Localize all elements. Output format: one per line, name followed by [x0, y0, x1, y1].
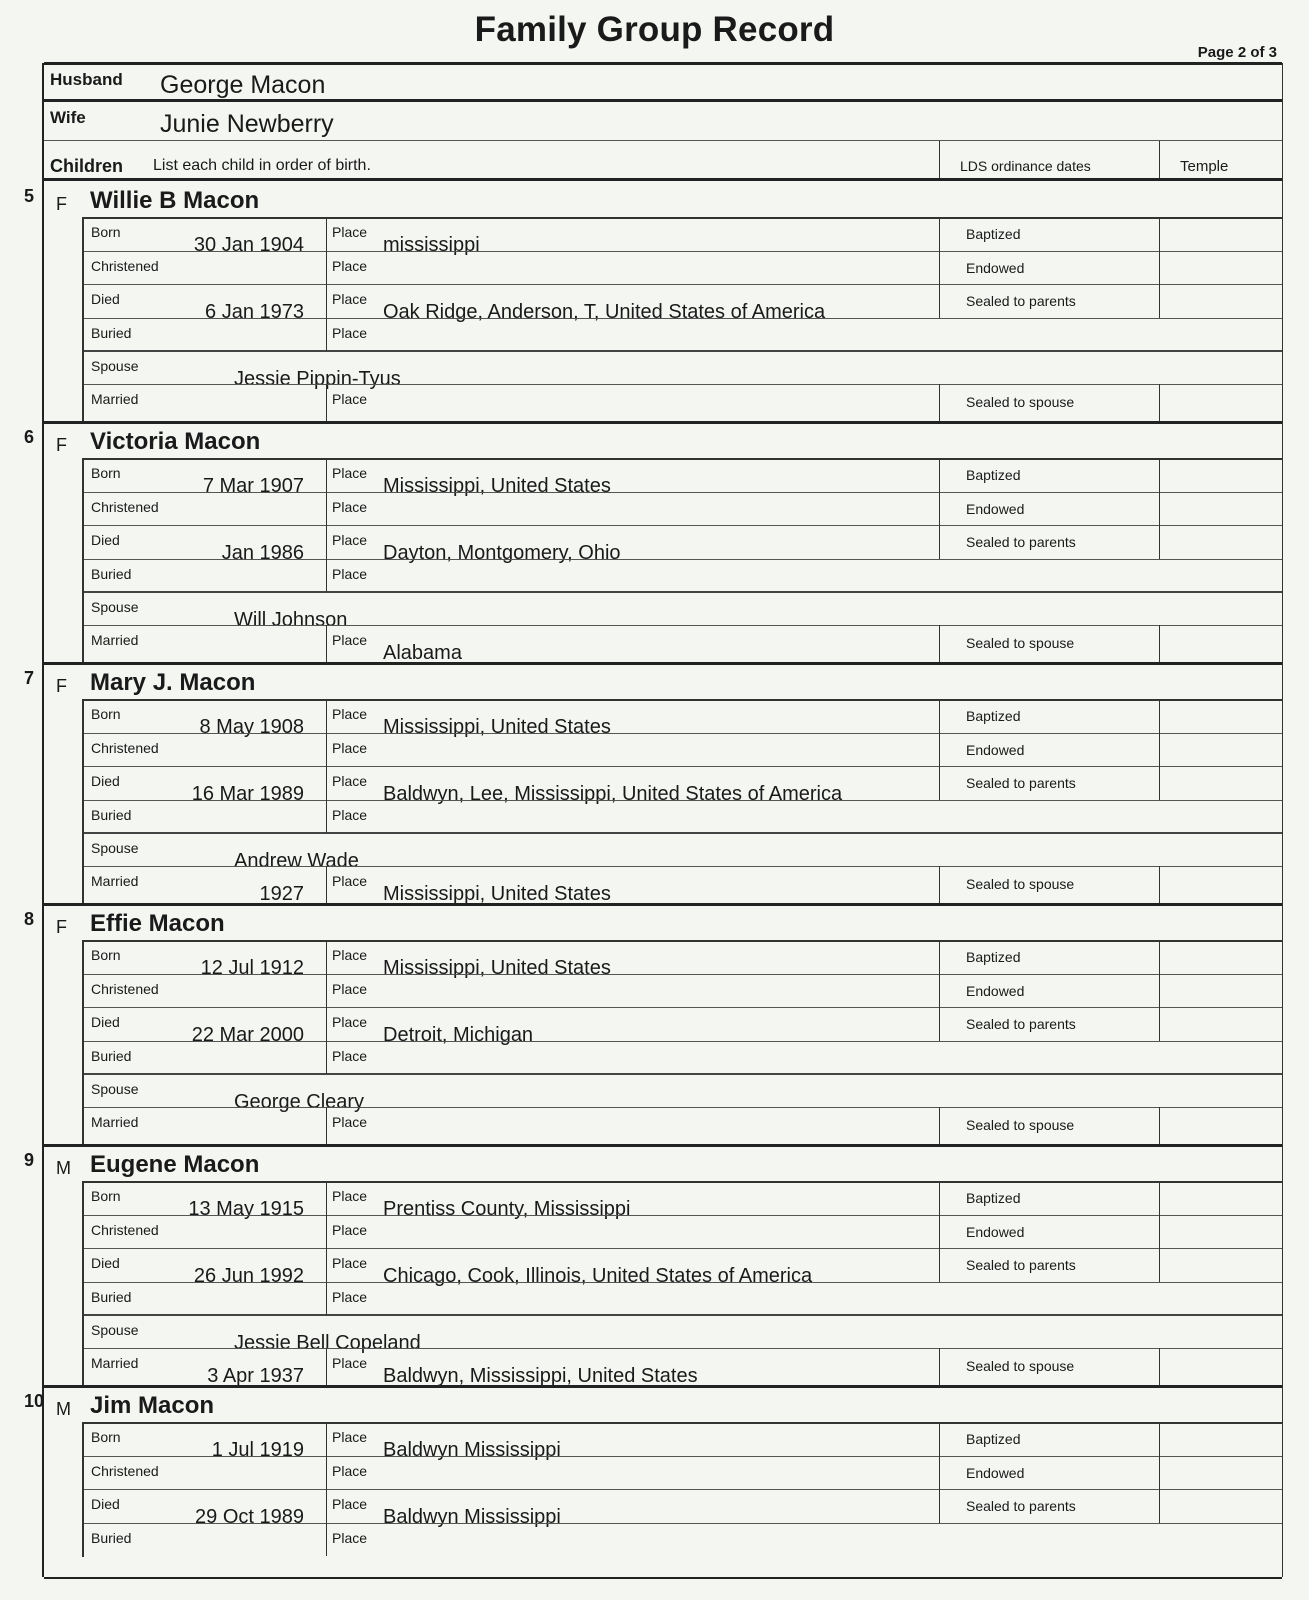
- born-label: Born: [91, 1429, 121, 1445]
- baptized-label: Baptized: [966, 226, 1021, 242]
- christened-place-label: Place: [332, 258, 368, 274]
- christened-place-label: Place: [332, 1463, 368, 1479]
- baptized-label: Baptized: [966, 708, 1021, 724]
- born-place-label: Place: [332, 947, 368, 963]
- born-date: 7 Mar 1907: [202, 475, 304, 497]
- died-place: Oak Ridge, Anderson, T, United States of America: [383, 301, 826, 323]
- sealed-parents-label: Sealed to parents: [966, 534, 1076, 550]
- buried-place-label: Place: [332, 1048, 368, 1064]
- christened-place-label: Place: [332, 981, 368, 997]
- buried-label: Buried: [91, 566, 132, 582]
- died-place: Detroit, Michigan: [383, 1024, 534, 1046]
- died-label: Died: [91, 1255, 120, 1271]
- died-date: 6 Jan 1973: [205, 301, 304, 323]
- child-name: Jim Macon: [90, 1392, 215, 1419]
- buried-place-label: Place: [332, 807, 368, 823]
- buried-label: Buried: [91, 1048, 132, 1064]
- died-place-label: Place: [332, 1014, 368, 1030]
- wife-label: Wife: [50, 108, 86, 127]
- sealed-spouse-label: Sealed to spouse: [966, 876, 1075, 892]
- married-place: Mississippi, United States: [383, 883, 611, 905]
- spouse-name: Andrew Wade: [234, 850, 359, 872]
- sealed-spouse-label: Sealed to spouse: [966, 394, 1075, 410]
- married-label: Married: [91, 1114, 139, 1130]
- married-date: 1927: [259, 883, 304, 905]
- endowed-label: Endowed: [966, 742, 1025, 758]
- spouse-name: Jessie Bell Copeland: [234, 1332, 421, 1354]
- child-record: [24, 421, 1282, 666]
- child-name: Willie B Macon: [90, 187, 260, 214]
- married-place-label: Place: [332, 1355, 368, 1371]
- child-number: 7: [24, 668, 35, 688]
- died-label: Died: [91, 532, 120, 548]
- christened-place-label: Place: [332, 499, 368, 515]
- baptized-label: Baptized: [966, 949, 1021, 965]
- born-place: Mississippi, United States: [383, 475, 611, 497]
- sealed-parents-label: Sealed to parents: [966, 775, 1076, 791]
- born-place-label: Place: [332, 1429, 368, 1445]
- born-date: 8 May 1908: [199, 716, 304, 738]
- christened-place-label: Place: [332, 740, 368, 756]
- husband-name: George Macon: [160, 71, 326, 99]
- married-place-label: Place: [332, 1114, 368, 1130]
- page-number: Page 2 of 3: [1197, 44, 1277, 61]
- born-place: mississippi: [383, 234, 480, 256]
- born-date: 13 May 1915: [188, 1198, 304, 1220]
- baptized-label: Baptized: [966, 467, 1021, 483]
- child-number: 5: [24, 186, 35, 206]
- christened-label: Christened: [91, 1463, 159, 1479]
- sealed-parents-label: Sealed to parents: [966, 293, 1076, 309]
- died-place-label: Place: [332, 1255, 368, 1271]
- born-label: Born: [91, 1188, 121, 1204]
- children-label: Children: [50, 156, 124, 176]
- buried-place-label: Place: [332, 566, 368, 582]
- died-place-label: Place: [332, 532, 368, 548]
- married-label: Married: [91, 1355, 139, 1371]
- sealed-spouse-label: Sealed to spouse: [966, 1358, 1075, 1374]
- christened-place-label: Place: [332, 1222, 368, 1238]
- child-record: [24, 903, 1282, 1148]
- christened-label: Christened: [91, 499, 159, 515]
- born-place: Baldwyn Mississippi: [383, 1439, 561, 1461]
- died-date: 29 Oct 1989: [195, 1506, 304, 1528]
- spouse-label: Spouse: [91, 1081, 139, 1097]
- born-place: Mississippi, United States: [383, 957, 611, 979]
- christened-label: Christened: [91, 1222, 159, 1238]
- child-name: Mary J. Macon: [90, 669, 256, 696]
- died-place: Baldwyn Mississippi: [383, 1506, 561, 1528]
- born-place: Mississippi, United States: [383, 716, 611, 738]
- spouse-label: Spouse: [91, 840, 139, 856]
- child-number: 9: [24, 1150, 35, 1170]
- married-place: Baldwyn, Mississippi, United States: [383, 1365, 698, 1387]
- child-record: [24, 662, 1282, 907]
- child-name: Effie Macon: [90, 910, 225, 937]
- married-place: Alabama: [383, 642, 462, 664]
- born-place-label: Place: [332, 465, 368, 481]
- child-sex: M: [56, 1158, 71, 1178]
- buried-label: Buried: [91, 807, 132, 823]
- spouse-name: Will Johnson: [234, 609, 348, 631]
- buried-place-label: Place: [332, 1530, 368, 1546]
- buried-place-label: Place: [332, 325, 368, 341]
- married-label: Married: [91, 632, 139, 648]
- husband-label: Husband: [50, 70, 123, 89]
- buried-label: Buried: [91, 1530, 132, 1546]
- died-place-label: Place: [332, 1496, 368, 1512]
- died-place: Baldwyn, Lee, Mississippi, United States of America: [383, 783, 843, 805]
- died-label: Died: [91, 291, 120, 307]
- wife-name: Junie Newberry: [160, 110, 334, 138]
- died-label: Died: [91, 1014, 120, 1030]
- child-record: [24, 1385, 1282, 1555]
- died-label: Died: [91, 773, 120, 789]
- born-date: 12 Jul 1912: [200, 957, 304, 979]
- sealed-parents-label: Sealed to parents: [966, 1257, 1076, 1273]
- spouse-name: George Cleary: [234, 1091, 365, 1113]
- christened-label: Christened: [91, 981, 159, 997]
- child-sex: F: [56, 435, 67, 455]
- married-place-label: Place: [332, 391, 368, 407]
- family-group-form: [24, 63, 1283, 1577]
- child-sex: F: [56, 917, 67, 937]
- spouse-label: Spouse: [91, 358, 139, 374]
- child-sex: M: [56, 1399, 71, 1419]
- died-place-label: Place: [332, 773, 368, 789]
- married-label: Married: [91, 391, 139, 407]
- born-date: 1 Jul 1919: [211, 1439, 304, 1461]
- child-sex: F: [56, 676, 67, 696]
- died-place: Chicago, Cook, Illinois, United States of America: [383, 1265, 813, 1287]
- sealed-parents-label: Sealed to parents: [966, 1498, 1076, 1514]
- married-date: 3 Apr 1937: [207, 1365, 304, 1387]
- born-place-label: Place: [332, 1188, 368, 1204]
- died-date: Jan 1986: [221, 542, 304, 564]
- buried-label: Buried: [91, 325, 132, 341]
- child-number: 8: [24, 909, 35, 929]
- born-label: Born: [91, 706, 121, 722]
- buried-label: Buried: [91, 1289, 132, 1305]
- born-place: Prentiss County, Mississippi: [383, 1198, 631, 1220]
- born-label: Born: [91, 465, 121, 481]
- endowed-label: Endowed: [966, 1465, 1025, 1481]
- child-name: Eugene Macon: [90, 1151, 260, 1178]
- born-place-label: Place: [332, 706, 368, 722]
- temple-header: Temple: [1180, 158, 1229, 175]
- christened-label: Christened: [91, 258, 159, 274]
- endowed-label: Endowed: [966, 1224, 1025, 1240]
- born-date: 30 Jan 1904: [193, 234, 304, 256]
- died-place-label: Place: [332, 291, 368, 307]
- died-date: 16 Mar 1989: [191, 783, 304, 805]
- married-label: Married: [91, 873, 139, 889]
- born-label: Born: [91, 947, 121, 963]
- spouse-name: Jessie Pippin-Tyus: [234, 368, 401, 390]
- endowed-label: Endowed: [966, 260, 1025, 276]
- baptized-label: Baptized: [966, 1431, 1021, 1447]
- page-title: Family Group Record: [474, 10, 835, 49]
- sealed-spouse-label: Sealed to spouse: [966, 635, 1075, 651]
- sealed-spouse-label: Sealed to spouse: [966, 1117, 1075, 1133]
- born-place-label: Place: [332, 224, 368, 240]
- lds-ordinance-header: LDS ordinance dates: [960, 158, 1091, 174]
- child-number: 6: [24, 427, 35, 447]
- buried-place-label: Place: [332, 1289, 368, 1305]
- born-label: Born: [91, 224, 121, 240]
- sealed-parents-label: Sealed to parents: [966, 1016, 1076, 1032]
- spouse-label: Spouse: [91, 599, 139, 615]
- christened-label: Christened: [91, 740, 159, 756]
- child-number: 10: [24, 1391, 45, 1411]
- endowed-label: Endowed: [966, 501, 1025, 517]
- children-instruction: List each child in order of birth.: [153, 157, 371, 174]
- married-place-label: Place: [332, 632, 368, 648]
- married-place-label: Place: [332, 873, 368, 889]
- child-name: Victoria Macon: [90, 428, 261, 455]
- died-date: 26 Jun 1992: [193, 1265, 304, 1287]
- baptized-label: Baptized: [966, 1190, 1021, 1206]
- died-place: Dayton, Montgomery, Ohio: [383, 542, 621, 564]
- child-record: [24, 1144, 1282, 1389]
- child-sex: F: [56, 194, 67, 214]
- died-label: Died: [91, 1496, 120, 1512]
- child-record: [24, 180, 1282, 425]
- died-date: 22 Mar 2000: [191, 1024, 304, 1046]
- spouse-label: Spouse: [91, 1322, 139, 1338]
- endowed-label: Endowed: [966, 983, 1025, 999]
